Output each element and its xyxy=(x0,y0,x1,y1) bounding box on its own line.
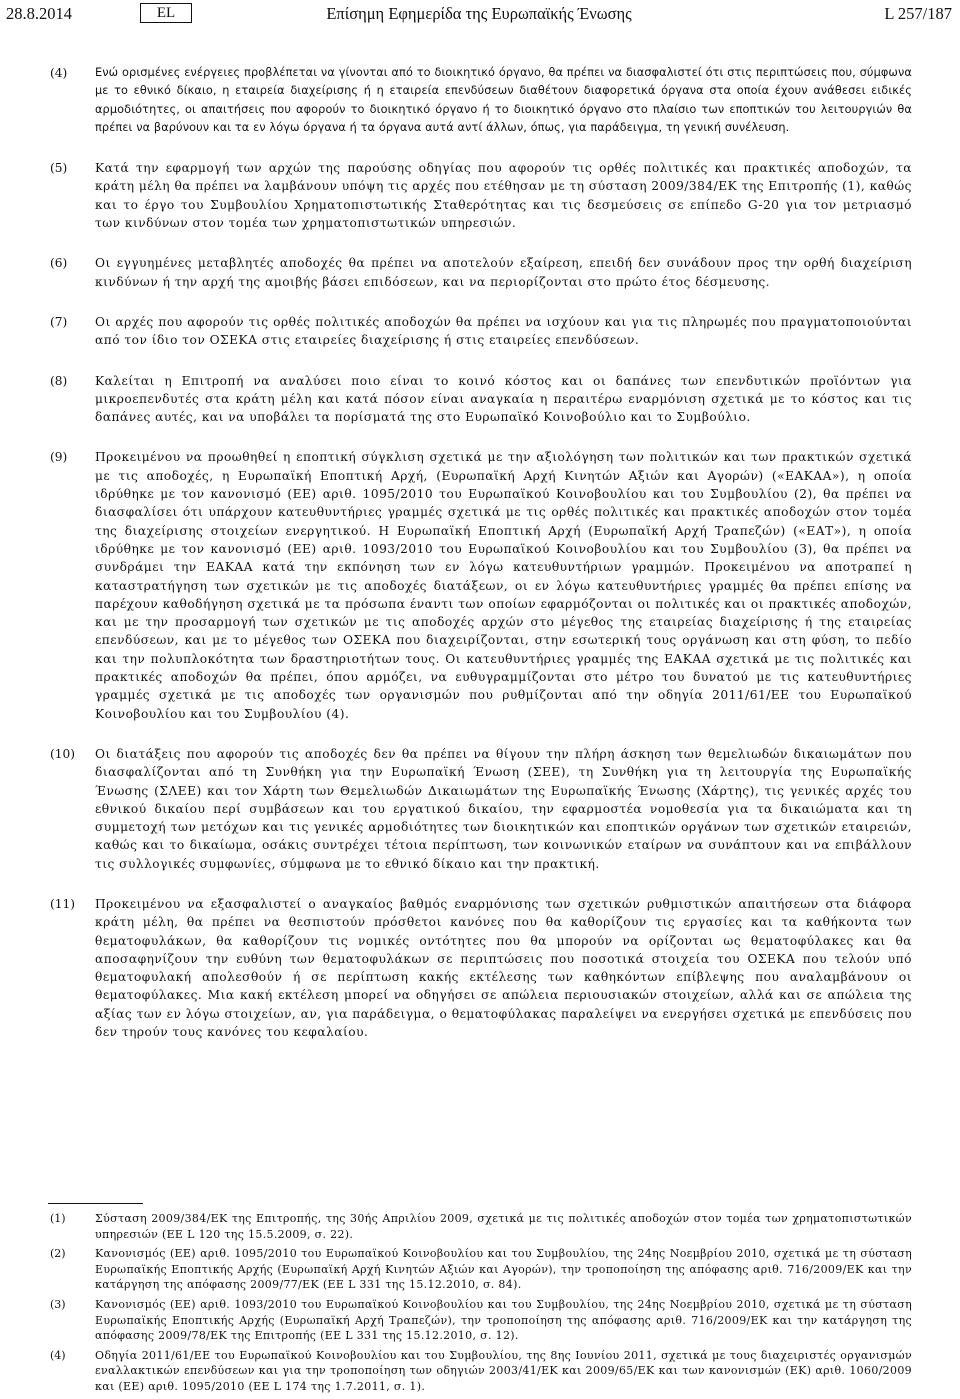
journal-title: Επίσημη Εφημερίδα της Ευρωπαϊκής Ένωσης xyxy=(326,4,632,23)
recital-text: Οι αρχές που αφορούν τις ορθές πολιτικές αποδοχών θα πρέπει να ισχύουν και για τις πληρωμές που πραγματοποιούνται από τον ίδιο τον ΟΣΕΚΑ στις εταιρείες διαχείρισης ή στις εταιρείες επενδύσεων. xyxy=(95,314,912,348)
language-badge: EL xyxy=(140,3,192,23)
footnote-text: Σύσταση 2009/384/ΕΚ της Επιτροπής, της 30ής Απριλίου 2009, σχετικά με τις πολιτικές αποδοχών στον τομέα των χρηματοπιστωτικών υπηρεσιών (ΕΕ L 120 της 15.5.2009, σ. 22). xyxy=(95,1212,912,1241)
recital-number: (6) xyxy=(50,256,68,271)
footnote-mark: (3) xyxy=(50,1297,66,1311)
publication-date: 28.8.2014 xyxy=(6,4,72,23)
recital-number: (9) xyxy=(50,450,68,465)
footnote-mark: (2) xyxy=(50,1247,66,1261)
recital-5 xyxy=(0,159,960,232)
recital-9 xyxy=(0,448,960,722)
recital-number: (10) xyxy=(50,746,76,761)
recital-number: (5) xyxy=(50,161,68,176)
recital-number: (8) xyxy=(50,373,68,388)
recital-7 xyxy=(0,313,960,350)
recital-text: Οι διατάξεις που αφορούν τις αποδοχές δεν θα πρέπει να θίγουν την πλήρη άσκηση των θεμελιωδών δικαιωμάτων που διασφαλίζονται από τη Συνθήκη για την Ευρωπαϊκή Ένωση (ΣΕΕ), τη Συνθήκη για τη λειτουργία της Ευρωπαϊκής Ένωσης (ΣΛΕΕ) και τον Χάρτη των Θεμελιωδών Δικαιωμάτων της Ευρωπαϊκής Ένωσης (Χάρτης), τις γενικές αρχές του εθνικού δικαίου περί συμβάσεων και του εργατικού δικαίου, την εφαρμοστέα νομοθεσία για τα δικαιώματα και τη συμμετοχή των μετόχων και τις γενικές αρμοδιότητες των διοικητικών και εποπτικών οργάνων των σχετικών εταιρειών, καθώς και το δικαίωμα, οσάκις συντρέχει τέτοια περίπτωση, των κοινωνικών εταίρων να συνάπτουν και να επιβάλλουν τις συλλογικές συμφωνίες, σύμφωνα με το εθνικό δίκαιο και την πρακτική. xyxy=(95,746,912,871)
footnote-mark: (1) xyxy=(50,1212,66,1225)
footnote-text: Κανονισμός (ΕΕ) αριθ. 1093/2010 του Ευρωπαϊκού Κοινοβουλίου και του Συμβουλίου, της 24ης Νοεμβρίου 2010, σχετικά με τη σύσταση Ευρωπαϊκής Εποπτικής Αρχής (Ευρωπαϊκή Αρχή Τραπεζών), την τροποποίηση της απόφασης αριθ. 716/2009/ΕΚ και την κατάργηση της απόφασης 2009/78/ΕΚ της Επιτροπής (ΕΕ L 331 της 15.12.2010, σ. 12). xyxy=(95,1297,912,1343)
recital-number: (11) xyxy=(50,896,76,911)
recitals-list xyxy=(0,64,960,1063)
recital-text: Κατά την εφαρμογή των αρχών της παρούσης οδηγίας που αφορούν τις ορθές πολιτικές και πρακτικές αποδοχών, τα κράτη μέλη θα πρέπει να λαμβάνουν υπόψη τις αρχές που ετέθησαν με τη σύσταση 2009/384/ΕΚ της Επιτροπής (1), καθώς και το έργο του Συμβουλίου Χρηματοπιστωτικής Σταθερότητας και τις δεσμεύσεις σε επίπεδο G-20 για τον μετριασμό των κινδύνων στον τομέα των χρηματοπιστωτικών υπηρεσιών. xyxy=(95,161,912,231)
footnote-text: Κανονισμός (ΕΕ) αριθ. 1095/2010 του Ευρωπαϊκού Κοινοβουλίου και του Συμβουλίου, της 24ης Νοεμβρίου 2010, σχετικά με τη σύσταση Ευρωπαϊκής Εποπτικής Αρχής (Ευρωπαϊκή Αρχή Κινητών Αξιών και Αγορών), την τροποποίηση της απόφασης αριθ. 716/2009/ΕΚ και την κατάργηση της απόφασης 2009/77/ΕΚ (ΕΕ L 331 της 15.12.2010, σ. 84). xyxy=(95,1247,912,1292)
footnote-1 xyxy=(0,1211,960,1242)
recital-text: Καλείται η Επιτροπή να αναλύσει ποιο είναι το κοινό κόστος και οι δαπάνες των επενδυτικών προϊόντων για μικροεπενδυτές στα κράτη μέλη και κατά πόσον είναι αναγκαία η περαιτέρω εναρμόνιση σχετικά με το κόστος και τις δαπάνες αυτές, και να υποβάλει τα πορίσματά της στο Ευρωπαϊκό Κοινοβούλιο και το Συμβούλιο. xyxy=(95,373,912,425)
footnote-4 xyxy=(0,1348,960,1395)
page-reference: L 257/187 xyxy=(884,4,952,23)
footnote-2 xyxy=(0,1246,960,1293)
recital-10 xyxy=(0,745,960,873)
footnote-mark: (4) xyxy=(50,1348,66,1362)
recital-text: Ενώ ορισμένες ενέργειες προβλέπεται να γίνονται από το διοικητικό όργανο, θα πρέπει να διασφαλιστεί ότι στις περιπτώσεις που, σύμφωνα με το εθνικό δίκαιο, η εταιρεία διαχείρισης ή η εταιρεία επενδύσεων διαθέτουν διαφορετικά όργανα στα οποία έχουν ανάθεσει ειδικές αρμοδιότητες, οι απαιτήσεις που αφορούν το διοικητικό όργανο ή το διοικητικό όργανο στο πλαίσιο των εποπτικών του λειτουργιών θα πρέπει να βαρύνουν και τα εν λόγω όργανα ή τα όργανα αυτά αντί άλλων, όπως, για παράδειγμα, τη γενική συνέλευση. xyxy=(95,66,912,134)
recital-text: Προκειμένου να εξασφαλιστεί ο αναγκαίος βαθμός εναρμόνισης των σχετικών ρυθμιστικών απαιτήσεων στα διάφορα κράτη μέλη, θα πρέπει να θεσπιστούν πρόσθετοι κανόνες που θα καθορίζουν τις εργασίες και τα καθήκοντα των θεματοφυλάκων, θα καθορίζουν τις νομικές οντότητες που θα μπορούν να ορίζονται ως θεματοφύλακες και θα αποσαφηνίζουν την ευθύνη των θεματοφυλάκων σε περιπτώσεις που ποσοτικά στοιχεία του ΟΣΕΚΑ που τελούν υπό θεματοφυλακή απολεσθούν ή σε περίπτωση κακής εκτέλεσης των καθηκόντων επίβλεψης που αναλαμβάνουν οι θεματοφύλακες. Μια κακή εκτέλεση μπορεί να οδηγήσει σε απώλεια περιουσιακών στοιχείων, αλλά και σε απώλεια της αξίας των εν λόγω στοιχείων, αν, για παράδειγμα, ο θεματοφύλακας παραλείψει να ενεργήσει σχετικά με επενδύσεις που δεν τηρούν τους κανόνες του κεφαλαίου. xyxy=(95,896,912,1040)
recital-number: (7) xyxy=(50,314,68,329)
recital-8 xyxy=(0,372,960,427)
recital-text: Οι εγγυημένες μεταβλητές αποδοχές θα πρέπει να αποτελούν εξαίρεση, επειδή δεν συνάδουν προς την ορθή διαχείριση κινδύνων ή την αρχή της αμοιβής βάσει επιδόσεων, και να περιορίζονται στο πρώτο έτος δέσμευσης. xyxy=(95,256,912,289)
recital-11 xyxy=(0,895,960,1041)
recital-6 xyxy=(0,254,960,291)
recital-text: Προκειμένου να προωθηθεί η εποπτική σύγκλιση σχετικά με την αξιολόγηση των πολιτικών και των πρακτικών σχετικά με τις αποδοχές, η Ευρωπαϊκή Εποπτική Αρχή, (Ευρωπαϊκή Αρχή Κινητών Αξιών και Αγορών) («ΕΑΚΑΑ»), η οποία ιδρύθηκε με τον κανονισμό (ΕΕ) αριθ. 1095/2010 του Ευρωπαϊκού Κοινοβουλίου και του Συμβουλίου (2), θα πρέπει να διασφαλίσει ότι υπάρχουν κατευθυντήριες γραμμές σχετικά με τις ορθές πολιτικές και πρακτικές αποδοχών στον τομέα της διαχείρισης στοιχείων ενεργητικού. Η Ευρωπαϊκή Εποπτική Αρχή (Ευρωπαϊκή Αρχή Τραπεζών) («ΕΑΤ»), η οποία ιδρύθηκε με τον κανονισμό (ΕΕ) αριθ. 1093/2010 του Ευρωπαϊκού Κοινοβουλίου και του Συμβουλίου (3), θα πρέπει να συνδράμει την ΕΑΚΑΑ κατά την εκπόνηση των εν λόγω κατευθυντήριων γραμμών. Προκειμένου να αποτραπεί η καταστρατήγηση των σχετικών με τις αποδοχές διατάξεων, οι εν λόγω κατευθυντήριες γραμμές θα πρέπει επίσης να παρέχουν καθοδήγηση σχετικά με τα πρόσωπα έναντι των οποίων εφαρμόζονται οι πολιτικές και οι πρακτικές αποδοχών, και με την προσαρμογή των σχετικών με τις αποδοχές αρχών στο μέγεθος της εταιρείας διαχείρισης ή της εταιρείας επενδύσεων, και με το μέγεθος των ΟΣΕΚΑ που διαχειρίζονται, στην εσωτερική τους οργάνωση και στη φύση, το πεδίο και την πολυπλοκότητα των δραστηριοτήτων τους. Οι κατευθυντήριες γραμμές της ΕΑΚΑΑ σχετικά με τις πολιτικές και πρακτικές αποδοχών θα πρέπει, όπου αρμόζει, να ευθυγραμμίζονται στο μέτρο του δυνατού με τις κατευθυντήριες γραμμές σχετικά με τις αποδοχές των οργανισμών που ρυθμίζονται από την οδηγία 2011/61/ΕΕ του Ευρωπαϊκού Κοινοβουλίου και του Συμβουλίου (4). xyxy=(95,450,912,721)
recital-number: (4) xyxy=(50,66,68,80)
footnotes-list xyxy=(0,1211,960,1399)
page-header xyxy=(6,4,952,28)
footnote-3 xyxy=(0,1297,960,1344)
recital-4 xyxy=(0,64,960,137)
footnote-text: Οδηγία 2011/61/ΕΕ του Ευρωπαϊκού Κοινοβουλίου και του Συμβουλίου, της 8ης Ιουνίου 2011, σχετικά με τους διαχειριστές οργανισμών εναλλακτικών επενδύσεων και για την τροποποίηση των οδηγιών 2003/41/ΕΚ και 2009/65/ΕΚ και των κανονισμών (ΕΚ) αριθ. 1060/2009 και (ΕΕ) αριθ. 1095/2010 (ΕΕ L 174 της 1.7.2011, σ. 1). xyxy=(95,1348,912,1393)
footnote-separator xyxy=(48,1203,143,1204)
